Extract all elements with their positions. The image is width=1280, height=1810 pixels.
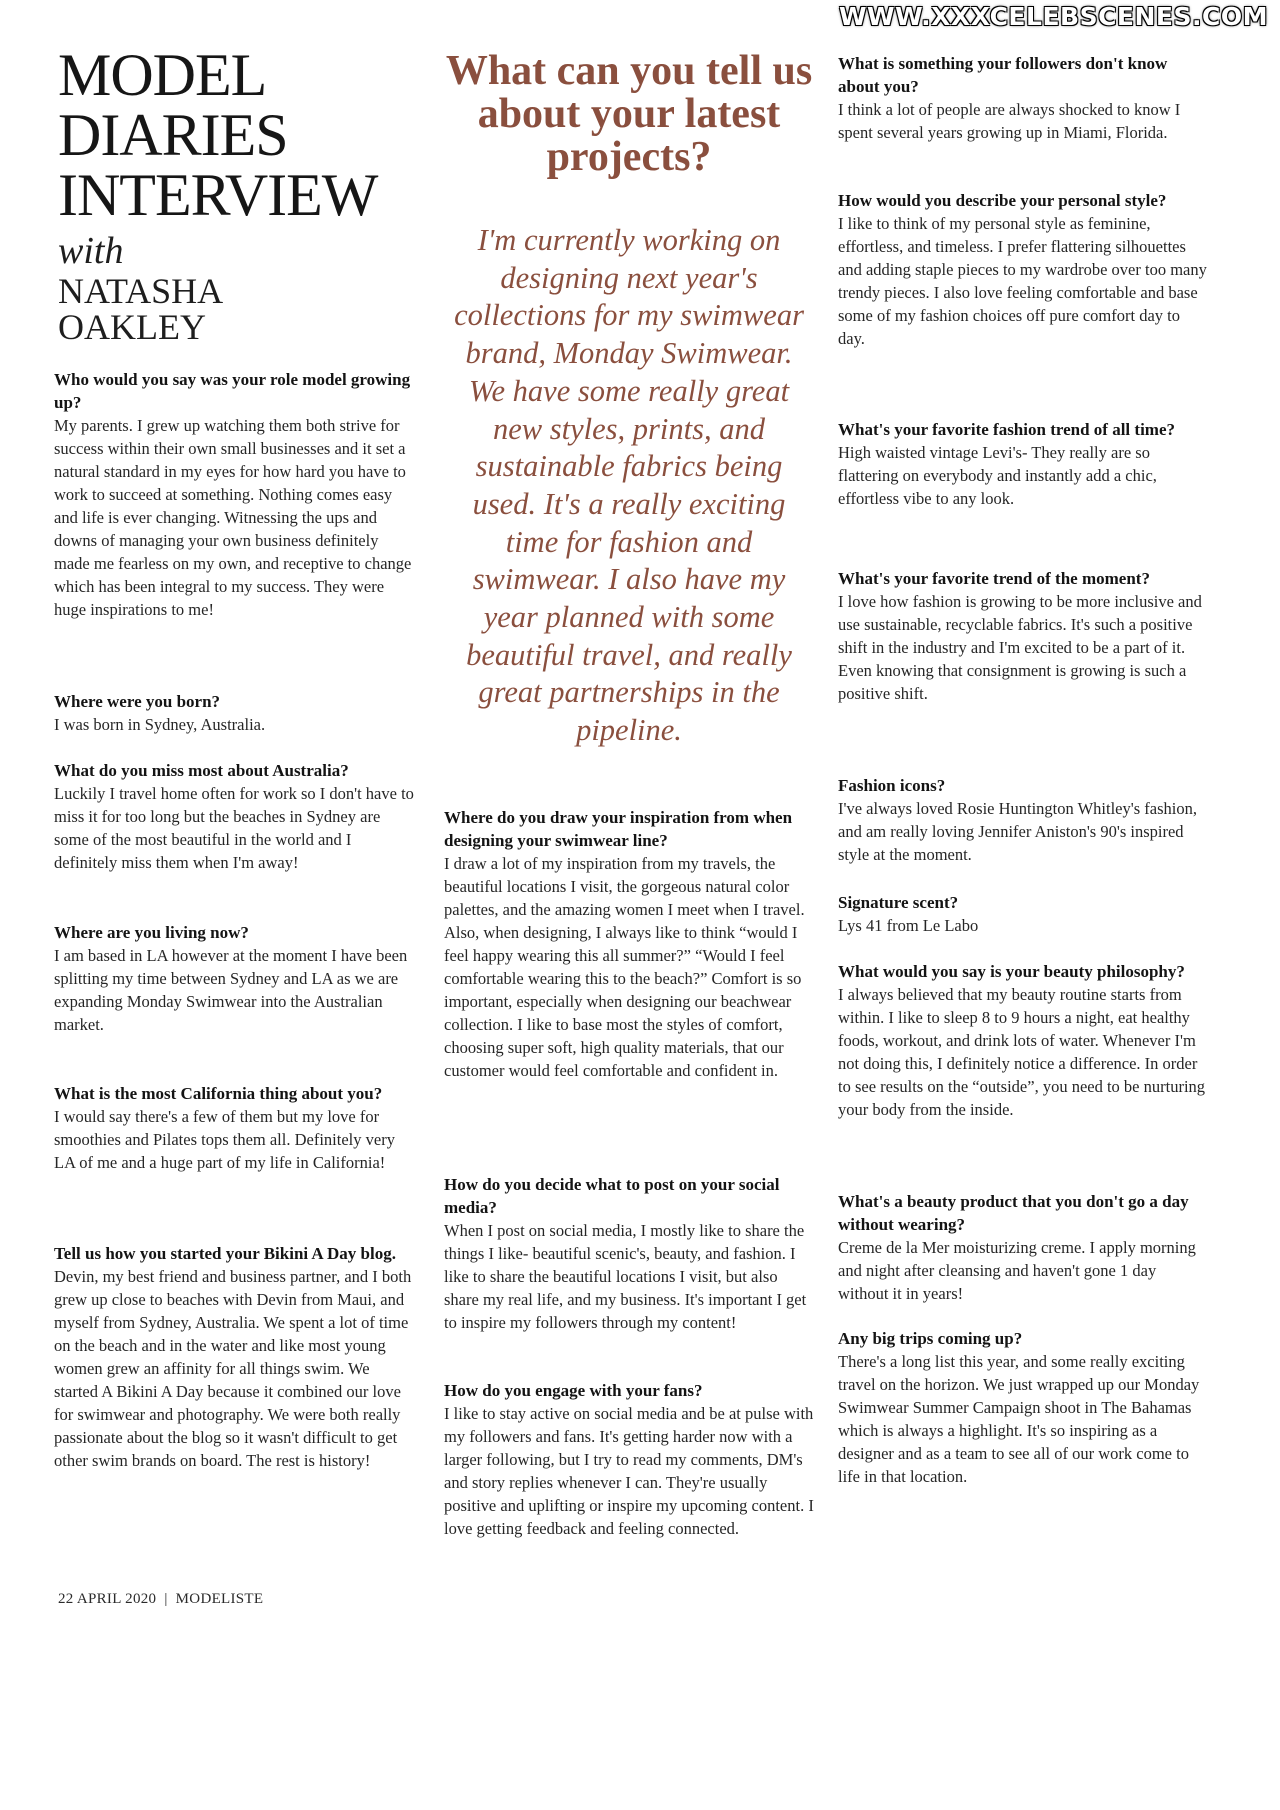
question: Who would you say was your role model growing up?	[54, 370, 411, 412]
question: Where were you born?	[54, 692, 221, 711]
answer: I would say there's a few of them but my love for smoothies and Pilates tops them all. Definitely very LA of me and a huge part of my life in California!	[54, 1107, 395, 1172]
answer: I think a lot of people are always shocked to know I spent several years growing up in Miami, Florida.	[838, 100, 1181, 142]
qa-block	[838, 1327, 1210, 1488]
question: Tell us how you started your Bikini A Day blog.	[54, 1244, 396, 1263]
answer: I was born in Sydney, Australia.	[54, 715, 266, 734]
question: What's your favorite trend of the moment?	[838, 569, 1150, 588]
answer: My parents. I grew up watching them both strive for success within their own small businesses and it set a natural standard in my eyes for how hard you have to work to succeed at something. Nothing comes easy and life is ever changing. Witnessing the ups and downs of managing your own business definitely made me fearless on my own, and receptive to change which has been integral to my success. They were huge inspirations to me!	[54, 416, 412, 619]
qa-block	[54, 1082, 416, 1174]
watermark-text: WWW.XXXCELEBSCENES.COM	[838, 2, 1268, 31]
question: How do you engage with your fans?	[444, 1381, 703, 1400]
question: Where do you draw your inspiration from when designing your swimwear line?	[444, 808, 793, 850]
footer-brand: MODELISTE	[175, 1591, 264, 1607]
answer: Creme de la Mer moisturizing creme. I apply morning and night after cleansing and haven't gone 1 day without it in years!	[838, 1238, 1196, 1303]
answer: Devin, my best friend and business partner, and I both grew up close to beaches with Devin from Maui, and myself from Sydney, Australia. We spent a lot of time on the beach and in the water and like most young women grew an affinity for all things swim. We started A Bikini A Day because it combined our love for swimwear and photography. We were both really passionate about the blog so it wasn't difficult to get other swim brands on board. The rest is history!	[54, 1267, 412, 1470]
question: What's your favorite fashion trend of all time?	[838, 420, 1175, 439]
answer: I've always loved Rosie Huntington Whitley's fashion, and am really loving Jennifer Aniston's 90's inspired style at the moment.	[838, 799, 1197, 864]
qa-block	[54, 690, 416, 736]
answer: I always believed that my beauty routine starts from within. I like to sleep 8 to 9 hours a night, eat healthy foods, workout, and drink lots of water. Whenever I'm not doing this, I definitely notice a difference. In order to see results on the “outside”, you need to be nurturing your body from the inside.	[838, 985, 1206, 1119]
qa-block	[838, 567, 1210, 705]
answer: High waisted vintage Levi's- They really are so flattering on everybody and instantly add a chic, effortless vibe to any look.	[838, 443, 1157, 508]
question: What would you say is your beauty philosophy?	[838, 962, 1185, 981]
qa-block	[444, 1173, 814, 1334]
qa-block	[54, 759, 416, 874]
title-line-interview: INTERVIEW	[58, 162, 378, 228]
qa-block	[54, 921, 416, 1036]
qa-block	[838, 960, 1210, 1121]
title-name-first: NATASHA	[58, 271, 224, 311]
footer-date: 22 APRIL 2020	[58, 1591, 157, 1607]
page-footer	[58, 1591, 263, 1608]
answer: I love how fashion is growing to be more inclusive and use sustainable, recyclable fabrics. It's such a positive shift in the industry and I'm excited to be a part of it. Even knowing that consignment is growing is such a positive shift.	[838, 592, 1202, 703]
article-title	[58, 42, 418, 347]
title-name-last: OAKLEY	[58, 307, 206, 347]
footer-separator: |	[164, 1591, 168, 1607]
qa-block	[54, 1242, 416, 1472]
qa-block	[444, 806, 814, 1082]
answer: Lys 41 from Le Labo	[838, 916, 979, 935]
answer: Luckily I travel home often for work so I don't have to miss it for too long but the beaches in Sydney are some of the most beautiful in the world and I definitely miss them when I'm away!	[54, 784, 414, 872]
question: How would you describe your personal style?	[838, 191, 1167, 210]
answer: I like to think of my personal style as feminine, effortless, and timeless. I prefer flattering silhouettes and adding staple pieces to my wardrobe over too many trendy pieces. I also love feeling comfortable and base some of my fashion choices off pure comfort day to day.	[838, 214, 1207, 348]
question: What do you miss most about Australia?	[54, 761, 349, 780]
question: Where are you living now?	[54, 923, 249, 942]
question: What's a beauty product that you don't go a day without wearing?	[838, 1192, 1189, 1234]
qa-block	[54, 368, 416, 621]
headline-question: What can you tell us about your latest projects?	[445, 48, 813, 180]
title-line-model: MODEL	[58, 42, 267, 108]
answer: There's a long list this year, and some really exciting travel on the horizon. We just wrapped up our Monday Swimwear Summer Campaign shoot in The Bahamas which is always a highlight. It's so inspiring as a designer and as a team to see all of our work come to life in that location.	[838, 1352, 1200, 1486]
qa-block	[838, 1190, 1210, 1305]
question: Signature scent?	[838, 893, 959, 912]
question: What is the most California thing about you?	[54, 1084, 383, 1103]
pull-quote: I'm currently working on designing next year's collections for my swimwear brand, Monday Swimwear. We have some really great new styles, prints, and sustainable fabrics being used. It's a really exciting time for fashion and swimwear. I also have my year planned with some beautiful travel, and really great partnerships in the pipeline.	[454, 223, 804, 748]
question: Fashion icons?	[838, 776, 946, 795]
answer: I draw a lot of my inspiration from my travels, the beautiful locations I visit, the gorgeous natural color palettes, and the amazing women I meet when I travel. Also, when designing, I always like to think “would I feel happy wearing this all summer?” “Would I feel comfortable wearing this to the beach?” Comfort is so important, especially when designing our beachwear collection. I like to base most the styles of comfort, choosing super soft, high quality materials, that our customer would feel comfortable and confident in.	[444, 854, 805, 1080]
question: Any big trips coming up?	[838, 1329, 1023, 1348]
title-with: with	[58, 230, 124, 272]
title-line-diaries: DIARIES	[58, 102, 288, 168]
answer: When I post on social media, I mostly like to share the things I like- beautiful scenic's, beauty, and fashion. I like to share the beautiful locations I visit, but also share my real life, and my business. It's important I get to inspire my followers through my content!	[444, 1221, 807, 1332]
qa-block	[838, 189, 1210, 350]
question: What is something your followers don't know about you?	[838, 54, 1168, 96]
qa-block	[444, 1379, 814, 1540]
answer: I like to stay active on social media and be at pulse with my followers and fans. It's getting harder now with a larger following, but I try to read my comments, DM's and story replies whenever I can. They're usually positive and uplifting or inspire my upcoming content. I love getting feedback and feeling connected.	[444, 1404, 814, 1538]
qa-block	[838, 52, 1210, 144]
qa-block	[838, 418, 1210, 510]
qa-block	[838, 774, 1210, 866]
question: How do you decide what to post on your social media?	[444, 1175, 780, 1217]
answer: I am based in LA however at the moment I have been splitting my time between Sydney and LA as we are expanding Monday Swimwear into the Australian market.	[54, 946, 408, 1034]
qa-block	[838, 891, 1210, 937]
